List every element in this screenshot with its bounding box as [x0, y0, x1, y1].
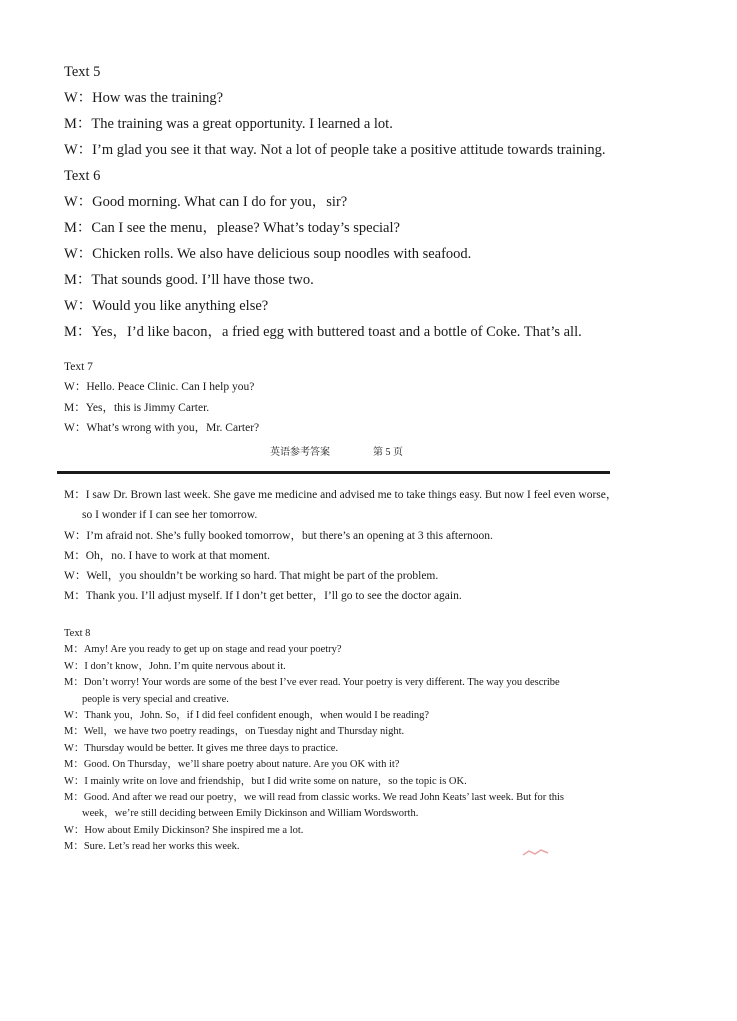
dialogue-line: W：Thursday would be better. It gives me three days to practice. [64, 742, 339, 754]
text7-heading: Text 7 [64, 361, 93, 373]
text6-heading: Text 6 [64, 168, 101, 184]
dialogue-line-continuation: people is very special and creative. [82, 693, 229, 705]
dialogue-line: M：Good. And after we read our poetry，we will read from classic works. We read John Keats’ last week. But for this [64, 791, 565, 803]
page-divider [57, 471, 610, 474]
dialogue-line: M：Yes，this is Jimmy Carter. [64, 401, 210, 414]
dialogue-line: W：I mainly write on love and friendship，but I did write some on nature，so the topic is OK. [64, 775, 467, 787]
dialogue-line: W：I’m glad you see it that way. Not a lot of people take a positive attitude towards training. [64, 142, 606, 158]
dialogue-line: W：How was the training? [64, 90, 224, 106]
dialogue-line: M：That sounds good. I’ll have those two. [64, 272, 314, 288]
text8-section [64, 626, 624, 855]
dialogue-line: W：I don’t know，John. I’m quite nervous about it. [64, 660, 286, 672]
dialogue-line: W：Thank you，John. So，if I did feel confident enough，when would I be reading? [64, 709, 430, 721]
watermark-stamp-icon [521, 848, 551, 858]
dialogue-line: W：What’s wrong with you，Mr. Carter? [64, 421, 260, 434]
text5-text6-section [64, 59, 664, 345]
dialogue-line: M：Can I see the menu，please? What’s today’s special? [64, 220, 400, 236]
dialogue-line: M：Don’t worry! Your words are some of the best I’ve ever read. Your poetry is very different. The way you describe [64, 677, 560, 689]
text8-heading: Text 8 [64, 628, 91, 639]
dialogue-line-continuation: so I wonder if I can see her tomorrow. [82, 509, 258, 522]
page-footer [0, 445, 737, 461]
dialogue-line: M：Thank you. I’ll adjust myself. If I don’t get better，I’ll go to see the doctor again. [64, 590, 462, 603]
dialogue-line: W：Would you like anything else? [64, 298, 269, 314]
footer-doc-title: 英语参考答案 [270, 447, 330, 458]
text7-continued-section [64, 485, 624, 607]
footer-page-number: 第 5 页 [373, 447, 403, 458]
dialogue-line: M：The training was a great opportunity. I learned a lot. [64, 116, 393, 132]
dialogue-line: W：Chicken rolls. We also have delicious soup noodles with seafood. [64, 246, 472, 262]
text5-heading: Text 5 [64, 64, 101, 80]
dialogue-line: M：Good. On Thursday，we’ll share poetry about nature. Are you OK with it? [64, 759, 400, 771]
dialogue-line-continuation: week，we’re still deciding between Emily Dickinson and William Wordsworth. [82, 808, 419, 820]
dialogue-line: M：I saw Dr. Brown last week. She gave me medicine and advised me to take things easy. But now I feel even worse， [64, 489, 618, 501]
dialogue-line: W：How about Emily Dickinson? She inspired me a lot. [64, 824, 304, 836]
dialogue-line: W：Good morning. What can I do for you，sir? [64, 194, 348, 210]
dialogue-line: M：Yes，I’d like bacon，a fried egg with buttered toast and a bottle of Coke. That’s all. [64, 324, 582, 340]
dialogue-line: W：Well，you shouldn’t be working so hard. That might be part of the problem. [64, 570, 439, 583]
dialogue-line: M：Amy! Are you ready to get up on stage and read your poetry? [64, 644, 342, 656]
text7-section [64, 357, 664, 438]
dialogue-line: W：I’m afraid not. She’s fully booked tomorrow，but there’s an opening at 3 this afternoon. [64, 529, 493, 542]
dialogue-line: M：Well，we have two poetry readings，on Tuesday night and Thursday night. [64, 726, 405, 738]
dialogue-line: W：Hello. Peace Clinic. Can I help you? [64, 381, 255, 394]
dialogue-line: M：Sure. Let’s read her works this week. [64, 841, 240, 853]
dialogue-line: M：Oh，no. I have to work at that moment. [64, 549, 271, 562]
